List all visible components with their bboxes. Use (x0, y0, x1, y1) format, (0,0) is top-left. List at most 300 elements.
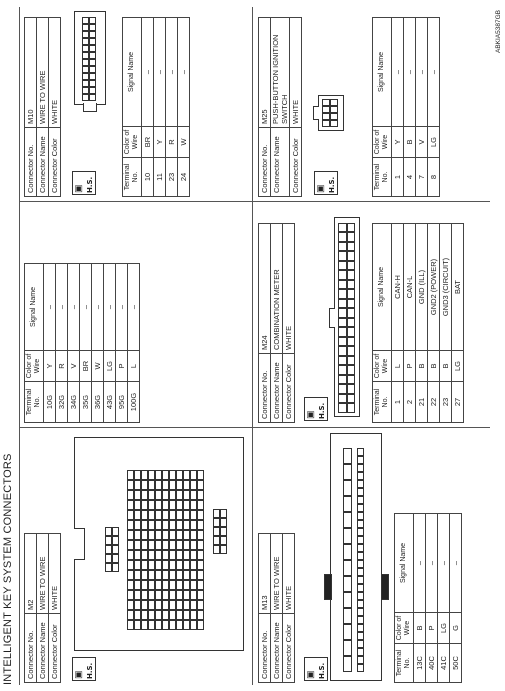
terminal-row (440, 224, 452, 423)
connector-pin (127, 500, 134, 510)
connector-pin (176, 580, 183, 590)
connector-pin (330, 113, 338, 120)
signal-name-cell: GND3 (CIRCUIT) (440, 224, 452, 351)
connector-color-label: Connector Color (290, 128, 302, 197)
connector-pin (190, 480, 197, 490)
terminal-no-cell: 43G (104, 382, 116, 423)
signal-name-header: Signal Name (25, 264, 44, 351)
connector-pin (347, 366, 356, 376)
wire-color-cell: P (426, 613, 438, 644)
connector-pin (112, 554, 119, 563)
connector-plug-icon: ▣ (73, 670, 83, 679)
connector-color-label: Connector Color (283, 614, 295, 683)
connector-pin (127, 540, 134, 550)
pin-grid (213, 509, 227, 554)
connector-pin (155, 510, 162, 520)
page-title: INTELLIGENT KEY SYSTEM CONNECTORS (2, 453, 14, 685)
terminal-no-header: Terminal No. (25, 382, 44, 423)
terminal-no-header: Terminal No. (373, 382, 392, 423)
connector-pin (176, 550, 183, 560)
hs-icon (304, 397, 328, 421)
connector-pin (190, 520, 197, 530)
connector-pin (347, 290, 356, 300)
connector-pin (347, 261, 356, 271)
connector-pin (176, 520, 183, 530)
wire-color-header: Color of Wire (395, 613, 414, 644)
connector-pin (357, 456, 364, 464)
connector-no-value: M2 (25, 534, 37, 614)
connector-pin (357, 656, 364, 664)
terminal-row (392, 18, 404, 197)
terminal-row (104, 264, 116, 423)
connector-pin (169, 560, 176, 570)
connector-pin (183, 620, 190, 630)
connector-pin (89, 66, 96, 73)
terminal-no-cell: 2 (404, 382, 416, 423)
terminal-row (416, 18, 428, 197)
signal-name-cell: – (450, 514, 462, 613)
connector-plug-icon: ▣ (315, 184, 325, 193)
terminal-no-cell: 24 (178, 158, 190, 197)
connector-pin (190, 580, 197, 590)
connector-pin (220, 536, 227, 545)
connector-pin (347, 356, 356, 366)
terminal-row (438, 514, 450, 683)
connector-pin (105, 554, 112, 563)
connector-pin (169, 510, 176, 520)
connector-pin (176, 510, 183, 520)
connector-lock-tab (381, 574, 389, 600)
connector-pin (155, 550, 162, 560)
terminal-no-cell: 27 (452, 382, 464, 423)
connector-pin (162, 550, 169, 560)
connector-pin (338, 271, 347, 281)
signal-name-cell: GND2 (POWER) (428, 224, 440, 351)
connector-pin (112, 545, 119, 554)
connector-pin (190, 610, 197, 620)
connector-pin (127, 520, 134, 530)
terminal-no-cell: 8 (428, 158, 440, 197)
signal-name-header: Signal Name (373, 18, 392, 127)
connector-pin (347, 271, 356, 281)
connector-pin (82, 52, 89, 59)
wire-color-cell: LG (428, 127, 440, 158)
connector-pin (357, 624, 364, 632)
column-divider-2 (20, 201, 490, 202)
connector-pin (169, 550, 176, 560)
signal-name-header: Signal Name (123, 18, 142, 127)
signal-name-cell: CAN-L (404, 224, 416, 351)
connector-pin (338, 233, 347, 243)
connector-m10-diagram (74, 11, 106, 105)
connector-pin (197, 610, 204, 620)
connector-pin (190, 570, 197, 580)
connector-pin (190, 540, 197, 550)
signal-name-header: Signal Name (395, 514, 414, 613)
wire-color-cell: Y (44, 351, 56, 382)
connector-pin (357, 464, 364, 472)
connector-pin (343, 464, 352, 480)
wire-color-cell: V (416, 127, 428, 158)
connector-pin (197, 560, 204, 570)
signal-name-cell: – (128, 264, 140, 351)
terminal-no-cell: 21 (416, 382, 428, 423)
connector-pin (343, 640, 352, 656)
signal-name-cell: – (404, 18, 416, 127)
connector-pin (155, 600, 162, 610)
connector-pin (357, 584, 364, 592)
connector-pin (190, 500, 197, 510)
connector-name-label: Connector Name (37, 128, 49, 197)
pin-grid (357, 448, 364, 672)
terminal-row (414, 514, 426, 683)
signal-name-cell: – (80, 264, 92, 351)
connector-pin (357, 616, 364, 624)
connector-pin (347, 309, 356, 319)
connector-pin (148, 550, 155, 560)
connector-pin (127, 610, 134, 620)
connector-pin (176, 620, 183, 630)
connector-pin (105, 527, 112, 536)
connector-pin (322, 99, 330, 106)
connector-pin (162, 600, 169, 610)
connector-pin (155, 490, 162, 500)
connector-pin (162, 530, 169, 540)
wire-color-cell: Y (154, 127, 166, 158)
wire-color-cell: B (428, 351, 440, 382)
connector-name-value: PUSH-BUTTON IGNITION SWITCH (271, 18, 290, 128)
connector-pin (357, 608, 364, 616)
signal-name-cell: – (416, 18, 428, 127)
connector-pin (134, 550, 141, 560)
connector-pin (155, 500, 162, 510)
connector-no-value: M25 (259, 18, 271, 128)
connector-pin (343, 624, 352, 640)
hs-icon (314, 171, 338, 195)
connector-pin (190, 530, 197, 540)
connector-pin (357, 648, 364, 656)
connector-pin (127, 550, 134, 560)
connector-pin (357, 480, 364, 488)
connector-pin (89, 73, 96, 80)
connector-pin (347, 223, 356, 233)
connector-no-value: M10 (25, 18, 37, 128)
connector-pin (134, 530, 141, 540)
hs-icon (304, 657, 328, 681)
connector-pin (141, 600, 148, 610)
connector-pin (162, 560, 169, 570)
connector-pin (127, 580, 134, 590)
connector-pin (176, 470, 183, 480)
connector-pin (82, 17, 89, 24)
connector-pin (338, 318, 347, 328)
wire-color-cell: Y (392, 127, 404, 158)
hs-label: H.S. (318, 402, 326, 419)
terminal-no-cell: 34G (68, 382, 80, 423)
connector-m25-terminal-table (372, 17, 440, 197)
terminal-no-cell: 36G (92, 382, 104, 423)
connector-pin (134, 520, 141, 530)
connector-pin (141, 570, 148, 580)
connector-pin (347, 328, 356, 338)
connector-pin (343, 592, 352, 608)
wire-color-cell: BR (142, 127, 154, 158)
connector-pin (141, 540, 148, 550)
terminal-row (56, 264, 68, 423)
connector-pin (338, 290, 347, 300)
signal-name-cell: – (414, 514, 426, 613)
pin-grid (322, 99, 338, 127)
connector-no-label: Connector No. (259, 354, 271, 423)
terminal-row (68, 264, 80, 423)
connector-pin (343, 512, 352, 528)
connector-pin (213, 536, 220, 545)
connector-no-label: Connector No. (25, 128, 37, 197)
connector-pin (338, 328, 347, 338)
pin-grid (127, 470, 204, 630)
connector-name-value: WIRE TO WIRE (37, 18, 49, 128)
connector-pin (197, 540, 204, 550)
connector-pin (89, 31, 96, 38)
connector-pin (220, 509, 227, 518)
connector-pin (343, 560, 352, 576)
connector-pin (82, 24, 89, 31)
connector-pin (141, 500, 148, 510)
connector-pin (141, 510, 148, 520)
signal-name-cell: – (438, 514, 450, 613)
connector-pin (82, 59, 89, 66)
connector-pin (134, 540, 141, 550)
hs-label: H.S. (318, 662, 326, 679)
connector-name-label: Connector Name (271, 614, 283, 683)
connector-name-label: Connector Name (271, 354, 283, 423)
connector-pin (162, 580, 169, 590)
terminal-no-cell: 95G (116, 382, 128, 423)
connector-pin (190, 590, 197, 600)
connector-pin (357, 528, 364, 536)
connector-pin (338, 309, 347, 319)
connector-pin (220, 518, 227, 527)
connector-pin (183, 500, 190, 510)
connector-pin (183, 510, 190, 520)
connector-pin (176, 480, 183, 490)
wire-color-header: Color of Wire (25, 351, 44, 382)
connector-pin (338, 366, 347, 376)
connector-pin (169, 600, 176, 610)
connector-pin (357, 568, 364, 576)
connector-name-value: COMBINATION METER (271, 224, 283, 354)
connector-pin (141, 490, 148, 500)
connector-pin (82, 45, 89, 52)
connector-pin (197, 520, 204, 530)
connector-pin (127, 600, 134, 610)
connector-pin (162, 520, 169, 530)
connector-pin (82, 94, 89, 101)
connector-pin (347, 318, 356, 328)
connector-pin (197, 490, 204, 500)
connector-pin (343, 576, 352, 592)
terminal-row (92, 264, 104, 423)
connector-pin (141, 520, 148, 530)
figure-code: ABKIA5387GB (495, 10, 502, 53)
connector-pin (338, 252, 347, 262)
connector-pin (197, 530, 204, 540)
terminal-row (116, 264, 128, 423)
connector-pin (141, 580, 148, 590)
connector-pin (347, 299, 356, 309)
connector-pin (197, 480, 204, 490)
connector-pin (183, 560, 190, 570)
wire-color-cell: W (178, 127, 190, 158)
terminal-no-cell: 23 (166, 158, 178, 197)
connector-plug-icon: ▣ (305, 410, 315, 419)
connector-pin (141, 550, 148, 560)
connector-pin (148, 520, 155, 530)
connector-pin (347, 347, 356, 357)
connector-pin (338, 385, 347, 395)
connector-pin (338, 375, 347, 385)
connector-pin (183, 580, 190, 590)
connector-pin (338, 242, 347, 252)
connector-color-value: WHITE (49, 18, 61, 128)
connector-pin (141, 480, 148, 490)
terminal-no-cell: 32G (56, 382, 68, 423)
connector-pin (357, 496, 364, 504)
connector-pin (197, 570, 204, 580)
pin-grid (338, 223, 355, 413)
connector-lock-tab (329, 308, 335, 328)
connector-pin (134, 490, 141, 500)
pin-grid (82, 17, 96, 101)
connector-pin (127, 560, 134, 570)
signal-name-cell: – (104, 264, 116, 351)
connector-pin (220, 545, 227, 554)
terminal-no-cell: 1 (392, 382, 404, 423)
terminal-row (392, 224, 404, 423)
connector-pin (155, 620, 162, 630)
connector-pin (357, 576, 364, 584)
connector-m25-diagram (318, 95, 344, 131)
connector-pin (89, 38, 96, 45)
wire-color-cell: R (56, 351, 68, 382)
signal-name-cell: – (68, 264, 80, 351)
connector-pin (176, 600, 183, 610)
connector-pin (183, 590, 190, 600)
connector-pin (105, 563, 112, 572)
connector-pin (134, 590, 141, 600)
connector-pin (148, 540, 155, 550)
terminal-no-cell: 50C (450, 644, 462, 683)
connector-pin (155, 520, 162, 530)
connector-pin (183, 600, 190, 610)
terminal-no-cell: 10 (142, 158, 154, 197)
connector-pin (155, 610, 162, 620)
connector-name-value: WIRE TO WIRE (271, 534, 283, 614)
connector-name-value: WIRE TO WIRE (37, 534, 49, 614)
connector-pin (127, 620, 134, 630)
connector-pin (357, 632, 364, 640)
connector-pin (183, 550, 190, 560)
connector-pin (357, 472, 364, 480)
wire-color-cell: P (116, 351, 128, 382)
connector-pin (162, 620, 169, 630)
connector-pin (148, 580, 155, 590)
connector-lock-tab (74, 528, 85, 560)
connector-pin (127, 480, 134, 490)
connector-pin (176, 530, 183, 540)
connector-pin (338, 280, 347, 290)
connector-pin (197, 590, 204, 600)
connector-m25-info (258, 17, 302, 197)
connector-pin (148, 530, 155, 540)
connector-pin (89, 52, 96, 59)
connector-pin (148, 590, 155, 600)
connector-pin (162, 490, 169, 500)
connector-plug-icon: ▣ (305, 670, 315, 679)
connector-no-label: Connector No. (25, 614, 37, 683)
connector-pin (197, 500, 204, 510)
connector-pin (134, 560, 141, 570)
connector-pin (343, 656, 352, 672)
connector-color-label: Connector Color (49, 614, 61, 683)
connector-pin (190, 600, 197, 610)
connector-pin (148, 560, 155, 570)
connector-name-label: Connector Name (271, 128, 290, 197)
connector-pin (141, 590, 148, 600)
terminal-no-cell: 7 (416, 158, 428, 197)
connector-pin (148, 610, 155, 620)
connector-pin (357, 560, 364, 568)
connector-pin (82, 73, 89, 80)
connector-pin (112, 536, 119, 545)
terminal-row (452, 224, 464, 423)
connector-pin (127, 570, 134, 580)
connector-pin (183, 610, 190, 620)
connector-pin (134, 500, 141, 510)
connector-pin (322, 106, 330, 113)
terminal-no-header: Terminal No. (395, 644, 414, 683)
connector-lock-tab (324, 574, 332, 600)
connector-pin (162, 590, 169, 600)
connector-pin (183, 520, 190, 530)
column-divider-1 (20, 427, 490, 428)
hs-icon (72, 657, 96, 681)
connector-pin (357, 552, 364, 560)
signal-name-cell: – (178, 18, 190, 127)
terminal-no-cell: 10G (44, 382, 56, 423)
connector-pin (183, 470, 190, 480)
connector-pin (134, 510, 141, 520)
connector-m10-terminal-table (122, 17, 190, 197)
terminal-row (80, 264, 92, 423)
connector-pin (169, 570, 176, 580)
connector-pin (322, 113, 330, 120)
pin-grid (105, 527, 119, 572)
connector-pin (357, 504, 364, 512)
connector-pin (176, 500, 183, 510)
connector-pin (148, 480, 155, 490)
terminal-no-cell: 40C (426, 644, 438, 683)
connector-pin (347, 242, 356, 252)
connector-pin (183, 540, 190, 550)
signal-name-cell: – (428, 18, 440, 127)
connector-pin (197, 620, 204, 630)
terminal-no-header: Terminal No. (373, 158, 392, 197)
connector-pin (183, 530, 190, 540)
terminal-no-cell: 4 (404, 158, 416, 197)
connector-pin (176, 540, 183, 550)
connector-pin (82, 66, 89, 73)
